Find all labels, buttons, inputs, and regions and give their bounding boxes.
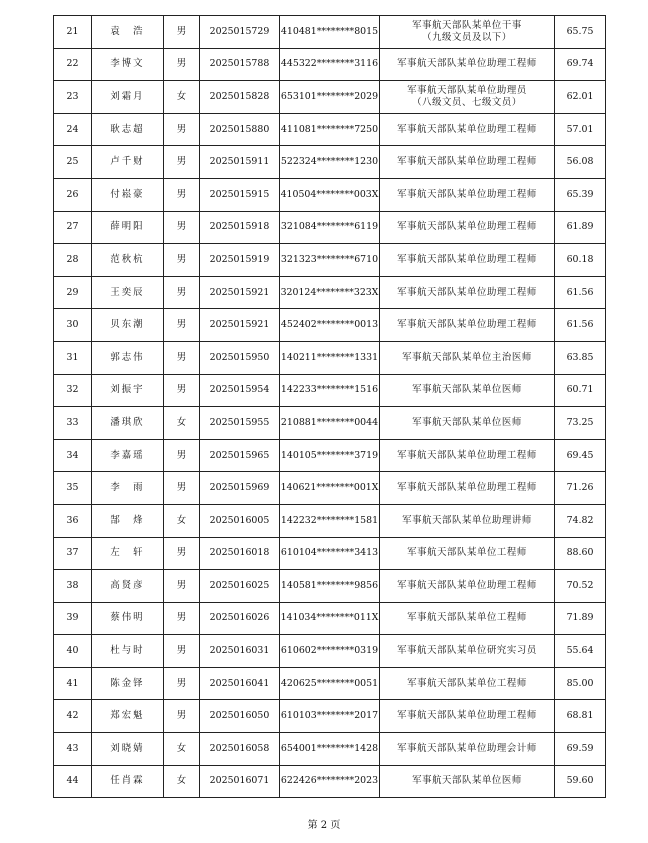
position-cell [380, 667, 555, 700]
candidate-name-cell: 左 轩 [92, 537, 164, 570]
position-line: 军事航天部队某单位助理工程师 [397, 221, 537, 233]
score-cell: 60.71 [555, 374, 606, 407]
table-row [54, 472, 606, 505]
candidate-name-cell: 潘琪欣 [92, 407, 164, 440]
table-row [54, 602, 606, 635]
score-cell: 56.08 [555, 146, 606, 179]
row-number-cell: 23 [54, 81, 92, 114]
row-number-cell: 39 [54, 602, 92, 635]
exam-number-cell: 2025015918 [200, 211, 280, 244]
position-line: 军事航天部队某单位助理讲师 [402, 514, 532, 526]
score-cell: 61.89 [555, 211, 606, 244]
row-number-cell: 40 [54, 635, 92, 668]
score-cell: 59.60 [555, 765, 606, 798]
table-row [54, 667, 606, 700]
candidate-name-cell: 李嘉瑶 [92, 439, 164, 472]
gender-cell: 男 [164, 48, 200, 81]
row-number-cell: 33 [54, 407, 92, 440]
exam-number-cell: 2025016025 [200, 570, 280, 603]
gender-cell: 男 [164, 211, 200, 244]
row-number-cell: 34 [54, 439, 92, 472]
candidate-name-cell: 王奕辰 [92, 276, 164, 309]
position-line: 军事航天部队某单位医师 [412, 416, 522, 428]
id-number-cell: 141034********011X [280, 602, 380, 635]
candidate-name-cell: 耿志超 [92, 113, 164, 146]
table-row [54, 341, 606, 374]
score-cell: 60.18 [555, 244, 606, 277]
position-line: 军事航天部队某单位助理工程师 [397, 286, 537, 298]
score-cell: 63.85 [555, 341, 606, 374]
candidate-name-cell: 贝东潮 [92, 309, 164, 342]
score-cell: 62.01 [555, 81, 606, 114]
exam-number-cell: 2025016031 [200, 635, 280, 668]
exam-number-cell: 2025015921 [200, 276, 280, 309]
id-number-cell: 522324********1230 [280, 146, 380, 179]
table-row [54, 244, 606, 277]
candidate-name-cell: 袁 浩 [92, 16, 164, 49]
id-number-cell: 142232********1581 [280, 504, 380, 537]
position-line: 军事航天部队某单位研究实习员 [397, 645, 537, 657]
position-cell [380, 439, 555, 472]
row-number-cell: 22 [54, 48, 92, 81]
gender-cell: 男 [164, 700, 200, 733]
position-cell [380, 635, 555, 668]
score-cell: 69.59 [555, 733, 606, 766]
position-line: 军事航天部队某单位工程师 [407, 547, 527, 559]
row-number-cell: 35 [54, 472, 92, 505]
exam-number-cell: 2025015969 [200, 472, 280, 505]
id-number-cell: 610103********2017 [280, 700, 380, 733]
position-cell [380, 407, 555, 440]
gender-cell: 男 [164, 341, 200, 374]
position-line: 军事航天部队某单位助理工程师 [397, 253, 537, 265]
gender-cell: 男 [164, 178, 200, 211]
table-row [54, 16, 606, 49]
exam-number-cell: 2025016071 [200, 765, 280, 798]
exam-number-cell: 2025015921 [200, 309, 280, 342]
id-number-cell: 140211********1331 [280, 341, 380, 374]
score-cell: 71.26 [555, 472, 606, 505]
gender-cell: 男 [164, 309, 200, 342]
candidate-name-cell: 杜与时 [92, 635, 164, 668]
exam-number-cell: 2025016050 [200, 700, 280, 733]
table-row [54, 733, 606, 766]
position-line: 军事航天部队某单位助理员 [407, 84, 527, 96]
position-cell [380, 146, 555, 179]
position-line: 军事航天部队某单位助理工程师 [397, 449, 537, 461]
position-cell [380, 765, 555, 798]
exam-number-cell: 2025015965 [200, 439, 280, 472]
table-row [54, 635, 606, 668]
row-number-cell: 38 [54, 570, 92, 603]
table-row [54, 407, 606, 440]
position-line: （八级文员、七级文员） [412, 96, 522, 108]
exam-number-cell: 2025015828 [200, 81, 280, 114]
gender-cell: 男 [164, 570, 200, 603]
row-number-cell: 42 [54, 700, 92, 733]
gender-cell: 男 [164, 537, 200, 570]
gender-cell: 女 [164, 504, 200, 537]
position-cell [380, 374, 555, 407]
exam-number-cell: 2025016026 [200, 602, 280, 635]
position-line: 军事航天部队某单位助理工程师 [397, 156, 537, 168]
position-cell [380, 48, 555, 81]
gender-cell: 男 [164, 602, 200, 635]
row-number-cell: 32 [54, 374, 92, 407]
candidate-name-cell: 陈金铎 [92, 667, 164, 700]
score-cell: 61.56 [555, 309, 606, 342]
candidate-name-cell: 薛明阳 [92, 211, 164, 244]
position-line: 军事航天部队某单位助理工程师 [397, 123, 537, 135]
table-row [54, 374, 606, 407]
position-cell [380, 602, 555, 635]
position-cell [380, 733, 555, 766]
candidate-name-cell: 任肖霖 [92, 765, 164, 798]
table-row [54, 537, 606, 570]
position-cell [380, 537, 555, 570]
position-line: 军事航天部队某单位工程师 [407, 612, 527, 624]
score-cell: 65.39 [555, 178, 606, 211]
id-number-cell: 452402********0013 [280, 309, 380, 342]
position-cell [380, 211, 555, 244]
position-cell [380, 244, 555, 277]
score-cell: 70.52 [555, 570, 606, 603]
position-cell [380, 276, 555, 309]
position-cell [380, 504, 555, 537]
position-line: 军事航天部队某单位助理工程师 [397, 710, 537, 722]
position-line: 军事航天部队某单位助理工程师 [397, 579, 537, 591]
table-row [54, 81, 606, 114]
row-number-cell: 25 [54, 146, 92, 179]
exam-number-cell: 2025016005 [200, 504, 280, 537]
id-number-cell: 140105********3719 [280, 439, 380, 472]
position-cell [380, 472, 555, 505]
table-row [54, 570, 606, 603]
position-cell [380, 81, 555, 114]
id-number-cell: 654001********1428 [280, 733, 380, 766]
exam-number-cell: 2025015950 [200, 341, 280, 374]
position-cell [380, 178, 555, 211]
position-line: 军事航天部队某单位助理工程师 [397, 319, 537, 331]
results-table-body [54, 16, 606, 798]
row-number-cell: 44 [54, 765, 92, 798]
position-line: 军事航天部队某单位干事 [412, 19, 522, 31]
exam-number-cell: 2025015880 [200, 113, 280, 146]
position-line: 军事航天部队某单位医师 [412, 775, 522, 787]
gender-cell: 男 [164, 244, 200, 277]
gender-cell: 女 [164, 733, 200, 766]
id-number-cell: 445322********3116 [280, 48, 380, 81]
exam-number-cell: 2025016041 [200, 667, 280, 700]
candidate-name-cell: 郭志伟 [92, 341, 164, 374]
results-table [53, 15, 606, 798]
candidate-name-cell: 蔡伟明 [92, 602, 164, 635]
score-cell: 61.56 [555, 276, 606, 309]
id-number-cell: 321323********6710 [280, 244, 380, 277]
row-number-cell: 29 [54, 276, 92, 309]
exam-number-cell: 2025015915 [200, 178, 280, 211]
exam-number-cell: 2025016018 [200, 537, 280, 570]
row-number-cell: 37 [54, 537, 92, 570]
id-number-cell: 142233********1516 [280, 374, 380, 407]
exam-number-cell: 2025015729 [200, 16, 280, 49]
candidate-name-cell: 李 雨 [92, 472, 164, 505]
score-cell: 68.81 [555, 700, 606, 733]
gender-cell: 男 [164, 16, 200, 49]
position-line: 军事航天部队某单位助理工程师 [397, 58, 537, 70]
position-line: 军事航天部队某单位主治医师 [402, 351, 532, 363]
table-row [54, 504, 606, 537]
candidate-name-cell: 刘晓婧 [92, 733, 164, 766]
id-number-cell: 420625********0051 [280, 667, 380, 700]
gender-cell: 女 [164, 765, 200, 798]
position-cell [380, 16, 555, 49]
exam-number-cell: 2025015911 [200, 146, 280, 179]
row-number-cell: 24 [54, 113, 92, 146]
row-number-cell: 27 [54, 211, 92, 244]
candidate-name-cell: 卢千财 [92, 146, 164, 179]
exam-number-cell: 2025016058 [200, 733, 280, 766]
position-line: 军事航天部队某单位助理工程师 [397, 188, 537, 200]
id-number-cell: 320124********323X [280, 276, 380, 309]
score-cell: 85.00 [555, 667, 606, 700]
table-row [54, 211, 606, 244]
gender-cell: 男 [164, 146, 200, 179]
table-row [54, 48, 606, 81]
table-row [54, 439, 606, 472]
row-number-cell: 28 [54, 244, 92, 277]
table-row [54, 146, 606, 179]
id-number-cell: 410504********003X [280, 178, 380, 211]
position-cell [380, 700, 555, 733]
position-cell [380, 309, 555, 342]
gender-cell: 男 [164, 113, 200, 146]
candidate-name-cell: 范秋杭 [92, 244, 164, 277]
candidate-name-cell: 郑宏魁 [92, 700, 164, 733]
gender-cell: 男 [164, 374, 200, 407]
score-cell: 74.82 [555, 504, 606, 537]
candidate-name-cell: 李博文 [92, 48, 164, 81]
score-cell: 69.74 [555, 48, 606, 81]
position-cell [380, 341, 555, 374]
score-cell: 55.64 [555, 635, 606, 668]
id-number-cell: 610602********0319 [280, 635, 380, 668]
exam-number-cell: 2025015954 [200, 374, 280, 407]
gender-cell: 男 [164, 472, 200, 505]
row-number-cell: 31 [54, 341, 92, 374]
position-line: 军事航天部队某单位工程师 [407, 677, 527, 689]
row-number-cell: 43 [54, 733, 92, 766]
score-cell: 65.75 [555, 16, 606, 49]
score-cell: 73.25 [555, 407, 606, 440]
table-row [54, 765, 606, 798]
table-row [54, 113, 606, 146]
gender-cell: 男 [164, 667, 200, 700]
exam-number-cell: 2025015919 [200, 244, 280, 277]
gender-cell: 男 [164, 276, 200, 309]
id-number-cell: 622426********2023 [280, 765, 380, 798]
position-line: 军事航天部队某单位助理会计师 [397, 742, 537, 754]
gender-cell: 男 [164, 439, 200, 472]
table-row [54, 178, 606, 211]
position-cell [380, 113, 555, 146]
score-cell: 71.89 [555, 602, 606, 635]
table-row [54, 700, 606, 733]
row-number-cell: 26 [54, 178, 92, 211]
position-line: 军事航天部队某单位医师 [412, 384, 522, 396]
id-number-cell: 653101********2029 [280, 81, 380, 114]
id-number-cell: 610104********3413 [280, 537, 380, 570]
table-row [54, 309, 606, 342]
page-number: 第 2 页 [307, 820, 341, 831]
candidate-name-cell: 付崧豪 [92, 178, 164, 211]
gender-cell: 男 [164, 635, 200, 668]
row-number-cell: 41 [54, 667, 92, 700]
candidate-name-cell: 高贤彦 [92, 570, 164, 603]
position-cell [380, 570, 555, 603]
score-cell: 69.45 [555, 439, 606, 472]
id-number-cell: 140621********001X [280, 472, 380, 505]
row-number-cell: 21 [54, 16, 92, 49]
gender-cell: 女 [164, 81, 200, 114]
candidate-name-cell: 郜 烽 [92, 504, 164, 537]
id-number-cell: 410481********8015 [280, 16, 380, 49]
exam-number-cell: 2025015788 [200, 48, 280, 81]
position-line: （九级文员及以下） [422, 31, 512, 43]
score-cell: 88.60 [555, 537, 606, 570]
candidate-name-cell: 刘霜月 [92, 81, 164, 114]
table-row [54, 276, 606, 309]
row-number-cell: 30 [54, 309, 92, 342]
gender-cell: 女 [164, 407, 200, 440]
row-number-cell: 36 [54, 504, 92, 537]
position-line: 军事航天部队某单位助理工程师 [397, 482, 537, 494]
id-number-cell: 411081********7250 [280, 113, 380, 146]
exam-number-cell: 2025015955 [200, 407, 280, 440]
id-number-cell: 140581********9856 [280, 570, 380, 603]
candidate-name-cell: 刘振宇 [92, 374, 164, 407]
id-number-cell: 321084********6119 [280, 211, 380, 244]
id-number-cell: 210881********0044 [280, 407, 380, 440]
score-cell: 57.01 [555, 113, 606, 146]
